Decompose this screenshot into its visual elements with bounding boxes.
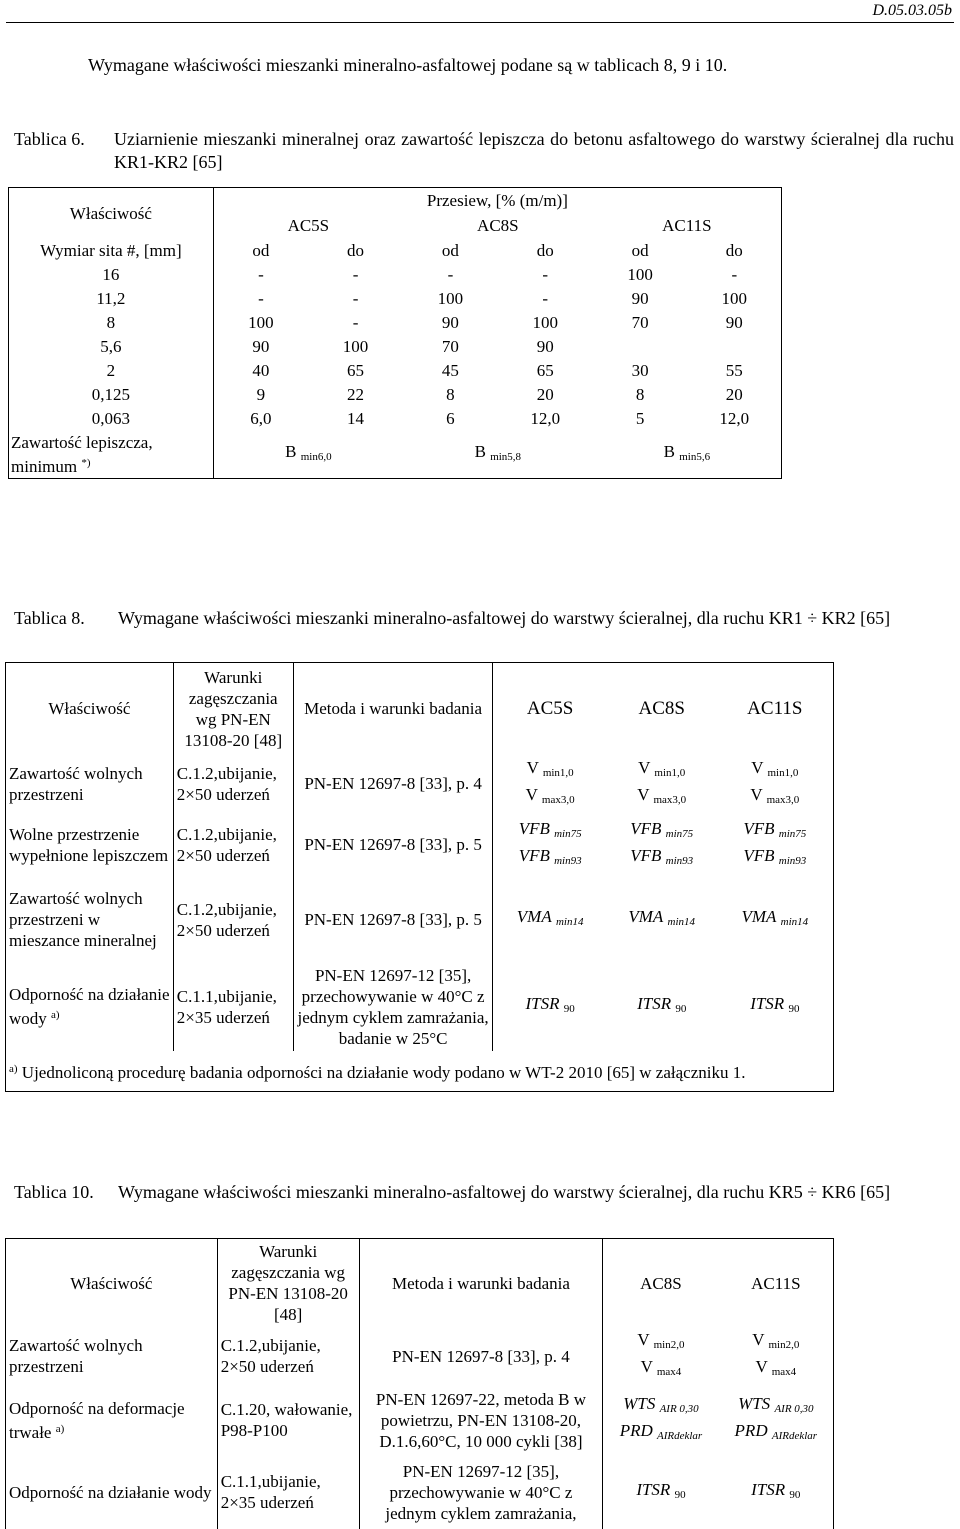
table-cell: 100 xyxy=(342,336,369,356)
table10-conditions-header: Warunki zagęszczania wg PN-EN 13108-20 [48] xyxy=(217,1239,359,1328)
table6-from-header: od xyxy=(631,240,649,260)
table-row xyxy=(9,262,782,286)
value-cell xyxy=(603,1385,719,1455)
table-row xyxy=(6,755,834,813)
table6 xyxy=(8,187,782,479)
table-cell: 70 xyxy=(441,336,459,356)
value-cell xyxy=(607,755,717,813)
value-subscript: AIRdeklar xyxy=(656,1430,703,1442)
value-subscript: 90 xyxy=(788,1003,800,1015)
table6-mix-header: AC5S xyxy=(287,216,330,235)
value-symbol: V xyxy=(638,757,651,777)
table6-mix-header: AC11S xyxy=(593,213,782,238)
value-symbol: V xyxy=(750,784,763,804)
sieve-size-cell: 0,125 xyxy=(9,382,214,406)
table-cell: 45 xyxy=(441,360,459,380)
value-symbol: VFB xyxy=(518,818,550,838)
value-symbol: VFB xyxy=(743,818,775,838)
binder-subscript: min6,0 xyxy=(300,450,332,463)
value-symbol: V xyxy=(637,784,650,804)
value-cell xyxy=(493,963,607,1051)
value-subscript: 90 xyxy=(789,1488,801,1501)
table6-property-header: Właściwość xyxy=(9,188,214,239)
table-cell: 20 xyxy=(536,384,554,404)
property-cell xyxy=(6,813,174,877)
value-subscript: AIR 0,30 xyxy=(659,1403,699,1415)
table6-caption-text: Uziarnienie mieszanki mineralnej oraz zawartość lepiszcza do betonu asfaltowego do warstwy ścieralnej dla ruchu KR1-KR2 [65] xyxy=(114,129,954,172)
value-symbol: PRD xyxy=(619,1421,653,1440)
table-cell: - xyxy=(688,262,782,286)
method-cell: PN-EN 12697-12 [35], przechowywanie w 40°C z jednym cyklem zamrażania, badanie w 25°C xyxy=(293,963,493,1051)
table-cell: 100 xyxy=(688,286,782,310)
table8-mix-header: AC8S xyxy=(607,663,717,755)
table8-method-header: Metoda i warunki badania xyxy=(293,663,493,755)
value-subscript: max4 xyxy=(656,1366,682,1378)
value-symbol: ITSR xyxy=(637,994,672,1013)
property-cell xyxy=(6,963,174,1051)
table10-caption xyxy=(14,1181,954,1229)
value-symbol: ITSR xyxy=(636,1479,671,1499)
value-symbol: VFB xyxy=(743,845,775,865)
value-symbol: ITSR xyxy=(750,994,785,1013)
table-cell: 90 xyxy=(536,336,554,356)
table6-label: Tablica 6. xyxy=(14,129,85,149)
table6-mix-header: AC8S xyxy=(477,216,519,235)
value-symbol: VFB xyxy=(518,845,550,865)
binder-label-line1: Zawartość lepiszcza, xyxy=(11,432,153,452)
value-symbol: VFB xyxy=(630,845,662,865)
property-text: Wolne przestrzenie wypełnione lepiszczem xyxy=(9,824,169,865)
table10-mix-header: AC8S xyxy=(603,1239,719,1328)
value-subscript: AIRdeklar xyxy=(771,1430,818,1442)
table-row xyxy=(9,406,782,430)
table-row xyxy=(6,813,834,877)
table10-caption-text: Wymagane właściwości mieszanki mineralno-asfaltowej do warstwy ścieralnej, dla ruchu KR5 ÷ KR6 [65] xyxy=(118,1182,891,1202)
table-cell: - xyxy=(352,288,359,308)
table-cell: - xyxy=(258,264,264,284)
value-cell xyxy=(493,755,607,813)
value-cell xyxy=(719,1327,834,1385)
property-cell xyxy=(6,1327,218,1385)
table-cell: 5 xyxy=(635,408,645,428)
table-cell: 55 xyxy=(688,358,782,382)
value-symbol: V xyxy=(637,1330,650,1349)
table8-mix-header: AC5S xyxy=(493,663,607,755)
table-cell xyxy=(593,334,688,358)
method-cell: PN-EN 12697-12 [35], przechowywanie w 40°C z jednym cyklem zamrażania, xyxy=(359,1455,603,1529)
value-subscript: AIR 0,30 xyxy=(774,1403,814,1415)
table-cell: - xyxy=(542,288,549,308)
table-cell: - xyxy=(352,312,359,332)
table-cell: 65 xyxy=(536,360,554,380)
value-symbol: VMA xyxy=(741,907,777,926)
header-rule xyxy=(6,22,954,23)
table8 xyxy=(5,662,834,1092)
conditions-cell: C.1.2,ubijanie, 2×50 uderzeń xyxy=(173,755,293,813)
footnote-mark: a) xyxy=(55,1422,65,1435)
table10-property-header: Właściwość xyxy=(6,1239,218,1328)
value-subscript: min93 xyxy=(778,854,807,867)
table8-conditions-header: Warunki zagęszczania wg PN-EN 13108-20 [48] xyxy=(173,663,293,755)
table-cell xyxy=(688,334,782,358)
table-cell: 100 xyxy=(627,264,653,284)
table-row xyxy=(9,358,782,382)
value-symbol: WTS xyxy=(623,1394,656,1413)
method-cell: PN-EN 12697-8 [33], p. 5 xyxy=(293,877,493,963)
value-subscript: min75 xyxy=(778,827,807,840)
footnote-mark: a) xyxy=(9,1062,18,1075)
table-cell: 22 xyxy=(347,384,365,404)
binder-footnote-mark: *) xyxy=(81,456,91,469)
table6-binder-label xyxy=(9,430,214,479)
value-symbol: ITSR xyxy=(751,1479,786,1499)
value-cell xyxy=(603,1455,719,1529)
value-cell xyxy=(603,1327,719,1385)
value-symbol: PRD xyxy=(734,1421,768,1440)
table10-mix-header: AC11S xyxy=(719,1239,834,1328)
table-cell: - xyxy=(447,264,454,284)
table6-to-header: do xyxy=(688,238,782,262)
value-subscript: min14 xyxy=(667,916,696,928)
value-subscript: max3,0 xyxy=(653,793,687,806)
table-row xyxy=(9,382,782,406)
table-row xyxy=(9,334,782,358)
conditions-cell: C.1.2,ubijanie, 2×50 uderzeń xyxy=(173,877,293,963)
value-subscript: min14 xyxy=(555,916,584,928)
value-subscript: min14 xyxy=(780,916,809,928)
property-text: Zawartość wolnych przestrzeni xyxy=(9,1336,143,1376)
table-cell: 8 xyxy=(635,384,645,404)
value-subscript: min93 xyxy=(554,854,582,867)
table-cell: 9 xyxy=(256,384,266,404)
table-cell: - xyxy=(542,264,549,284)
value-cell xyxy=(717,813,834,877)
table6-from-header: od xyxy=(441,240,459,260)
table-cell: - xyxy=(352,264,359,284)
value-subscript: 90 xyxy=(675,1003,687,1015)
sieve-size-cell: 16 xyxy=(9,262,214,286)
table-row xyxy=(6,1455,834,1529)
binder-label-line2: minimum xyxy=(11,456,78,476)
value-subscript: max4 xyxy=(771,1366,797,1378)
property-cell xyxy=(6,1455,218,1529)
property-text: Odporność na działanie wody xyxy=(9,985,170,1028)
conditions-cell: C.1.1,ubijanie, 2×35 uderzeń xyxy=(173,963,293,1051)
value-symbol: VFB xyxy=(630,818,662,838)
value-symbol: V xyxy=(640,1357,653,1376)
binder-subscript: min5,8 xyxy=(490,450,522,463)
table-cell: 12,0 xyxy=(530,408,561,428)
value-symbol: WTS xyxy=(738,1394,771,1413)
table-row xyxy=(9,286,782,310)
table-cell: 90 xyxy=(688,310,782,334)
value-symbol: VMA xyxy=(516,907,552,926)
value-cell xyxy=(717,877,834,963)
table-cell: 20 xyxy=(688,382,782,406)
intro-paragraph: Wymagane właściwości mieszanki mineralno-asfaltowej podane są w tablicach 8, 9 i 10. xyxy=(88,55,728,75)
value-cell xyxy=(493,813,607,877)
value-subscript: min2,0 xyxy=(768,1339,800,1351)
value-symbol: V xyxy=(755,1357,768,1376)
table-cell: 100 xyxy=(248,312,274,332)
value-symbol: V xyxy=(751,757,764,777)
value-subscript: 90 xyxy=(674,1488,686,1501)
binder-symbol: B xyxy=(474,441,486,461)
table-row xyxy=(9,310,782,334)
table8-footnote xyxy=(6,1051,834,1092)
document-id: D.05.03.05b xyxy=(872,2,952,19)
value-cell xyxy=(607,877,717,963)
table-cell: 6,0 xyxy=(250,408,272,428)
value-cell xyxy=(493,877,607,963)
table-row xyxy=(6,877,834,963)
table-row xyxy=(6,1385,834,1455)
table-cell: 8 xyxy=(446,384,455,404)
table-cell: 12,0 xyxy=(688,406,782,430)
value-subscript: min1,0 xyxy=(542,766,574,779)
table6-caption xyxy=(14,128,954,176)
table-cell: - xyxy=(258,288,264,308)
property-cell xyxy=(6,877,174,963)
table6-sieve-label: Wymiar sita #, [mm] xyxy=(9,238,214,262)
table6-binder-value xyxy=(403,430,593,479)
table-cell: 14 xyxy=(347,408,365,428)
value-subscript: min1,0 xyxy=(767,766,799,779)
table10 xyxy=(5,1238,834,1529)
property-cell xyxy=(6,1385,218,1455)
table6-binder-value xyxy=(213,430,403,479)
method-cell: PN-EN 12697-8 [33], p. 5 xyxy=(293,813,493,877)
value-cell xyxy=(717,963,834,1051)
sieve-size-cell: 0,063 xyxy=(9,406,214,430)
value-subscript: min93 xyxy=(665,854,694,867)
table-row xyxy=(6,963,834,1051)
value-subscript: min1,0 xyxy=(654,766,686,779)
table-cell: 90 xyxy=(252,336,270,356)
table8-label: Tablica 8. xyxy=(14,608,85,628)
table-cell: 100 xyxy=(437,288,464,308)
property-text: Odporność na działanie wody xyxy=(9,1482,212,1502)
sieve-size-cell: 5,6 xyxy=(9,334,214,358)
value-symbol: VMA xyxy=(628,907,664,926)
table-cell: 90 xyxy=(441,312,459,332)
value-cell xyxy=(607,813,717,877)
property-text: Zawartość wolnych przestrzeni xyxy=(9,763,143,804)
value-subscript: max3,0 xyxy=(766,793,800,806)
sieve-size-cell: 8 xyxy=(9,310,214,334)
conditions-cell: C.1.20, wałowanie, P98-P100 xyxy=(217,1385,359,1455)
value-cell xyxy=(719,1455,834,1529)
conditions-cell: C.1.2,ubijanie, 2×50 uderzeń xyxy=(173,813,293,877)
table-cell: 6 xyxy=(446,408,455,428)
table6-to-header: do xyxy=(536,240,554,260)
table6-binder-value xyxy=(593,430,782,479)
sieve-size-cell: 11,2 xyxy=(9,286,214,310)
table-row xyxy=(6,1327,834,1385)
table8-mix-header: AC11S xyxy=(717,663,834,755)
value-cell xyxy=(719,1385,834,1455)
conditions-cell: C.1.1,ubijanie, 2×35 uderzeń xyxy=(217,1455,359,1529)
table6-from-header: od xyxy=(252,240,270,260)
method-cell: PN-EN 12697-8 [33], p. 4 xyxy=(359,1327,603,1385)
table8-property-header: Właściwość xyxy=(6,663,174,755)
table10-label: Tablica 10. xyxy=(14,1182,94,1202)
table-cell: 70 xyxy=(631,312,649,332)
value-subscript: min75 xyxy=(554,827,582,840)
table10-method-header: Metoda i warunki badania xyxy=(359,1239,603,1328)
table6-to-header: do xyxy=(347,240,365,260)
table-cell: 65 xyxy=(347,360,365,380)
value-subscript: max3,0 xyxy=(541,793,575,806)
footnote-text: Ujednoliconą procedurę badania odporności na działanie wody podano w WT-2 2010 [65] w załączniku 1. xyxy=(21,1062,746,1082)
binder-symbol: B xyxy=(663,441,675,461)
binder-symbol: B xyxy=(285,441,297,461)
value-subscript: min2,0 xyxy=(653,1339,685,1351)
value-symbol: V xyxy=(526,757,539,777)
sieve-size-cell: 2 xyxy=(9,358,214,382)
value-subscript: min75 xyxy=(665,827,694,840)
binder-subscript: min5,6 xyxy=(679,450,711,463)
table-cell: 30 xyxy=(631,360,649,380)
property-text: Odporność na deformacje trwałe xyxy=(9,1398,185,1442)
value-subscript: 90 xyxy=(563,1003,575,1015)
value-symbol: ITSR xyxy=(525,994,560,1013)
value-cell xyxy=(607,963,717,1051)
table8-caption xyxy=(14,607,954,655)
table-cell: 40 xyxy=(252,360,270,380)
value-symbol: V xyxy=(525,784,538,804)
footnote-mark: a) xyxy=(51,1009,60,1021)
value-symbol: V xyxy=(752,1330,765,1349)
table8-caption-text: Wymagane właściwości mieszanki mineralno-asfaltowej do warstwy ścieralnej, dla ruchu KR1 ÷ KR2 [65] xyxy=(118,608,891,628)
property-cell xyxy=(6,755,174,813)
property-text: Zawartość wolnych przestrzeni w mieszance mineralnej xyxy=(9,889,157,950)
method-cell: PN-EN 12697-8 [33], p. 4 xyxy=(293,755,493,813)
table6-sieve-header: Przesiew, [% (m/m)] xyxy=(213,188,781,214)
value-cell xyxy=(717,755,834,813)
table-cell: 90 xyxy=(631,288,649,308)
conditions-cell: C.1.2,ubijanie, 2×50 uderzeń xyxy=(217,1327,359,1385)
table-cell: 100 xyxy=(532,312,559,332)
method-cell: PN-EN 12697-22, metoda B w powietrzu, PN-EN 13108-20, D.1.6,60°C, 10 000 cykli [38] xyxy=(359,1385,603,1455)
